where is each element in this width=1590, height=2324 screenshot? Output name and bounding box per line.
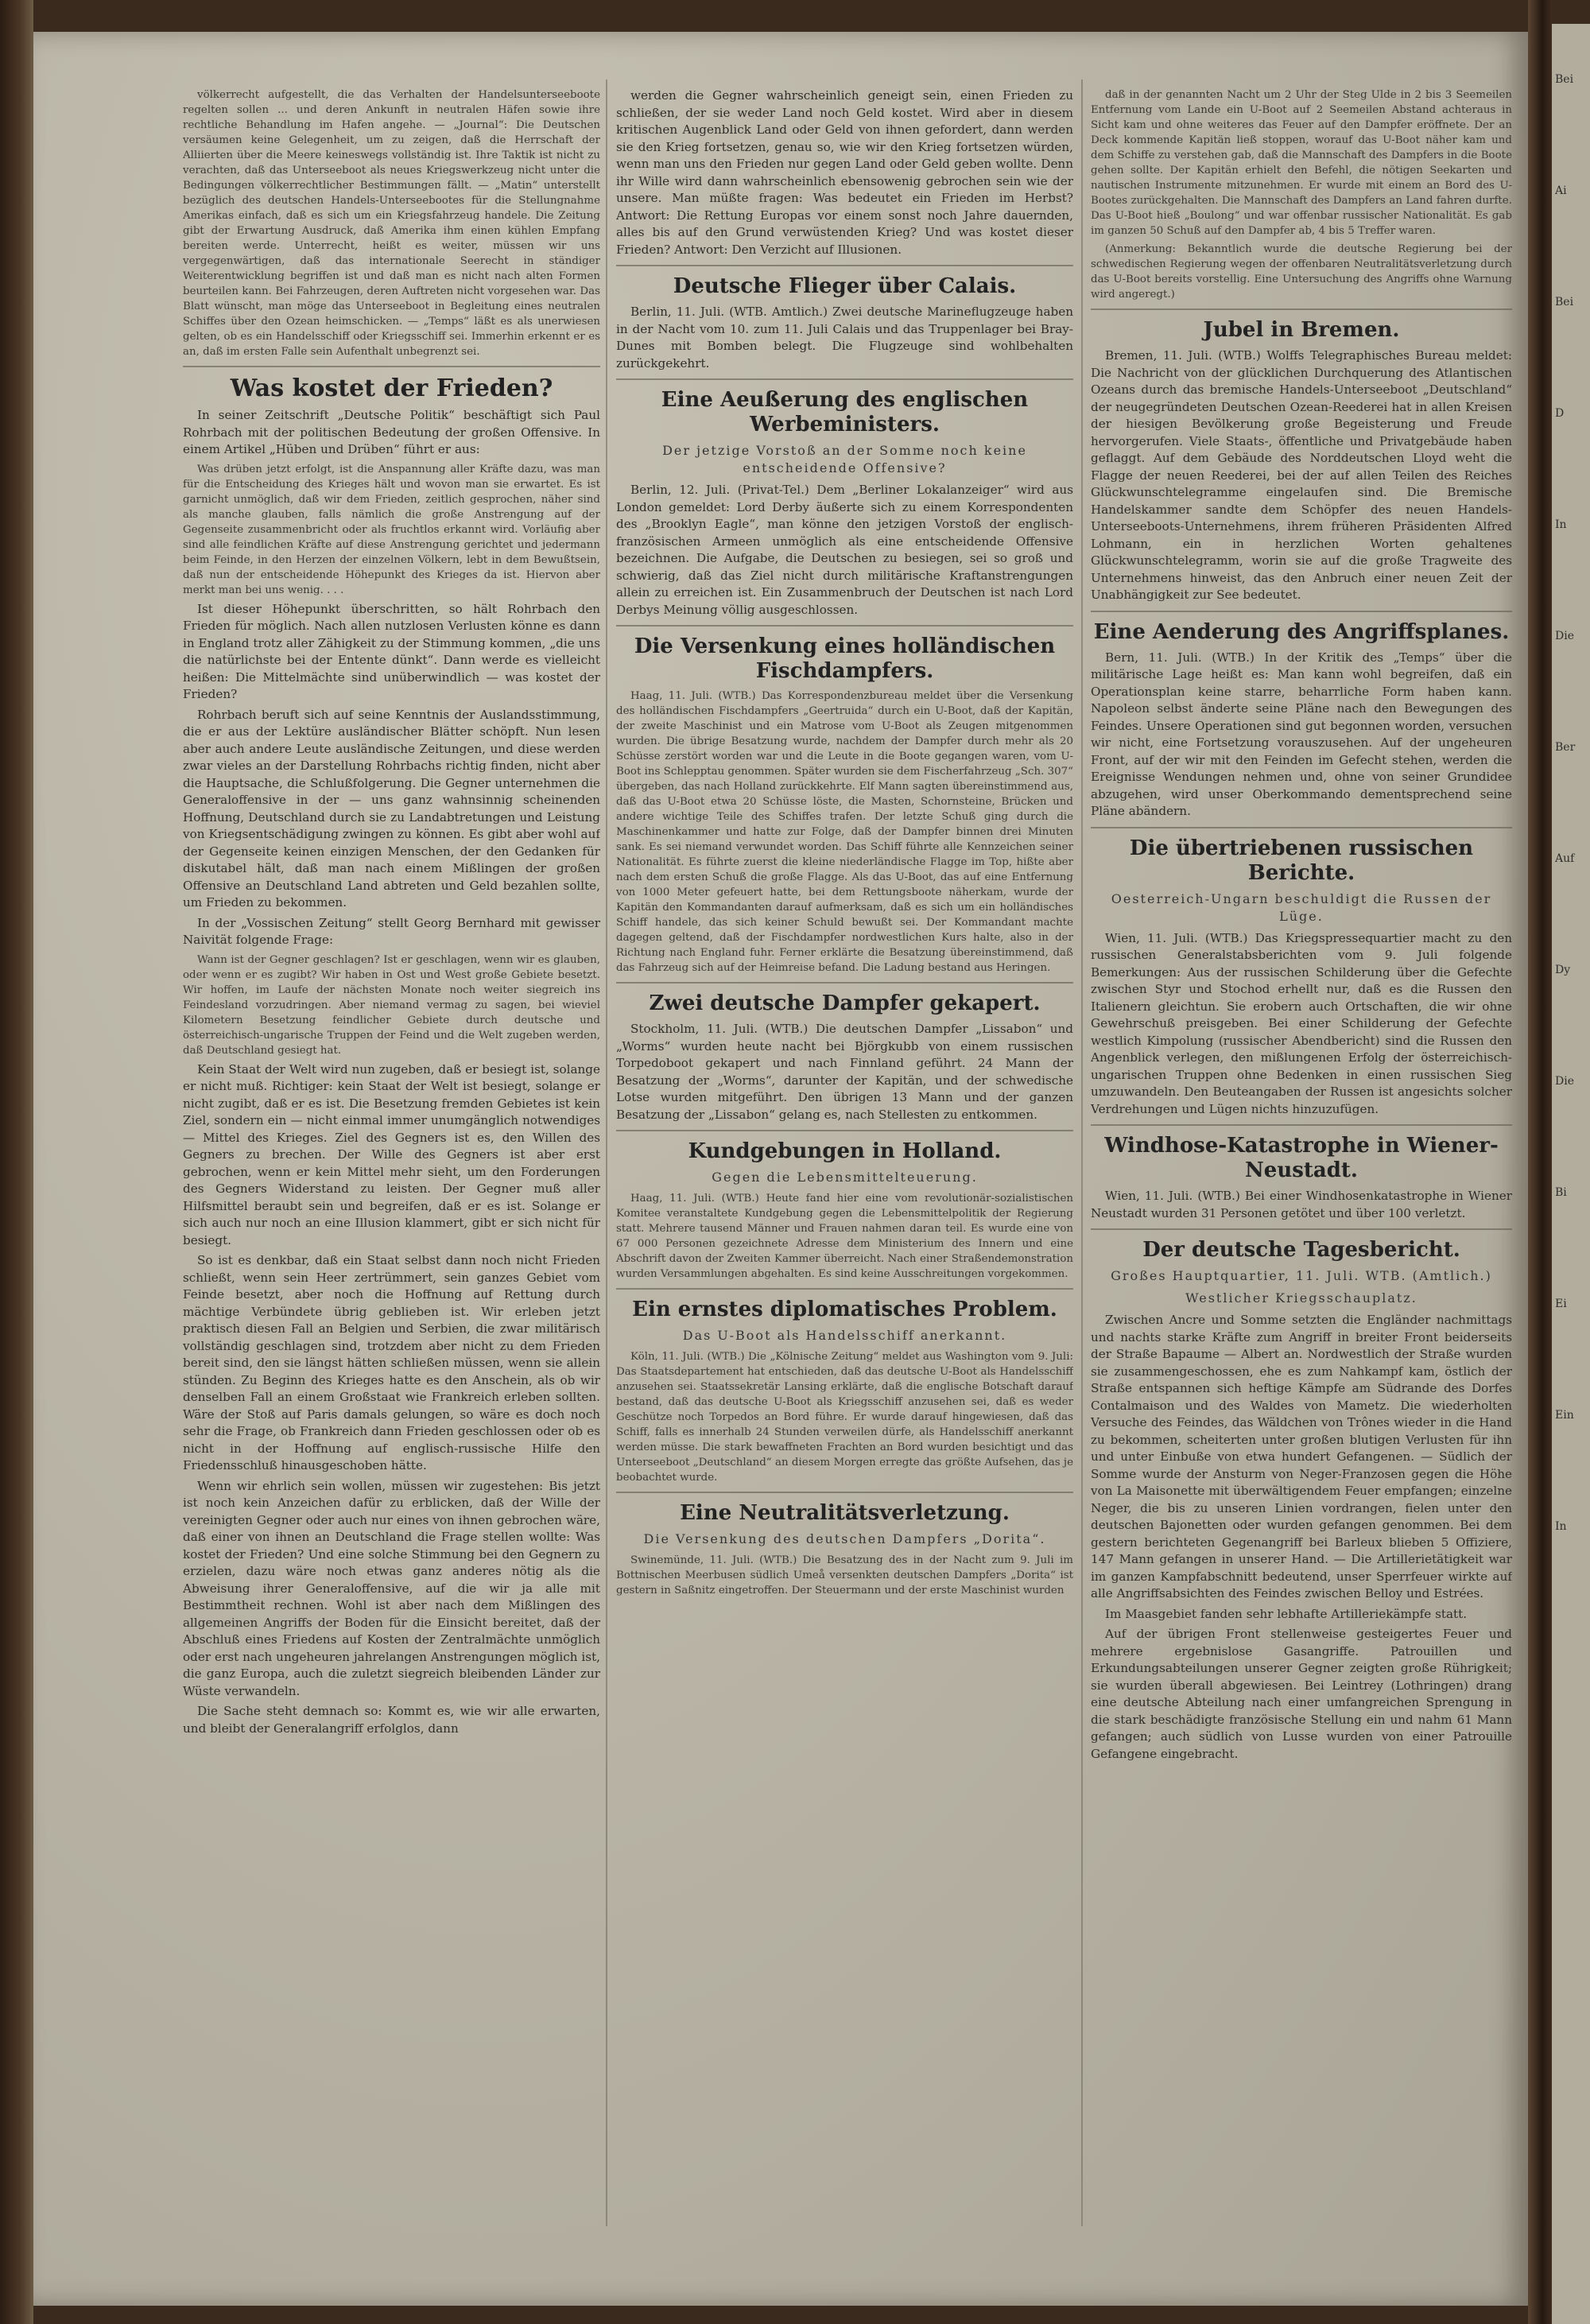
article-headline: Ein ernstes diplomatisches Problem.: [632, 1298, 1057, 1321]
facing-page-fragment: Die: [1555, 630, 1574, 642]
article-separator: [1091, 308, 1512, 310]
article-paragraph: (Anmerkung: Bekanntlich wurde die deutsche Regierung bei der schwedischen Regierung wegen der offenbaren Neutralitätsverletzung durch das U-Boot bereits vorstellig. Eine Untersuchung des Angriffs ohne Warnung wird angeregt.): [1091, 243, 1512, 301]
article-paragraph: Im Maasgebiet fanden sehr lebhafte Artilleriekämpfe statt.: [1105, 1606, 1468, 1621]
facing-page-fragment: Bei: [1555, 296, 1574, 308]
article-paragraph: Bremen, 11. Juli. (WTB.) Wolffs Telegraphisches Bureau meldet: Die Nachricht von der glücklichen Durchquerung des Atlantischen Ozeans durch das bremische Handels-Unterseeboot „Deutschland“ der neugegründeten Deutschen Ozean-Reederei hat in allen Kreisen der hiesigen Bevölkerung große Begeisterung und Freude hervorgerufen. Viele Staats-, öffentliche und Privatgebäude haben geflaggt. Auf dem Gebäude des Norddeutschen Lloyd weht die Flagge der neuen Reederei, bei der auf allen Teilen des Reiches Glückwunschtelegramme eingelaufen sind. Die Bremische Handelskammer sandte dem Schöpfer des neuen Handels-Unterseeboots-Unternehmens, ihrem früheren Präsidenten Alfred Lohmann, ein in herzlichen Worten gehaltenes Glückwunschtelegramm, worin sie auf die große Tragweite des Unternehmens hinweist, das den Anbruch einer neuen Zeit der Unabhängigkeit zur See bedeutet.: [1091, 348, 1512, 602]
article-paragraph: Wien, 11. Juli. (WTB.) Das Kriegspressequartier macht zu den russischen Generalstabsberichten vom 9. Juli folgende Bemerkungen: Aus der russischen Schilderung über die Gefechte zwischen Styr und Stochod erhellt nur, daß es die Russen den Italienern gleichtun. Sie erobern auch Ortschaften, die wir ohne Gewehrschuß preisgeben. Bei einer Schilderung der Gefechte westlich Kimpolung (russischer Abendbericht) sind die Russen den Angenblick verlegen, den mißlungenen Erfolg der österreichisch-ungarischen Truppen ohne Bedenken in einen russischen Sieg umzuwandeln. Den Beuteangaben der Russen ist angesichts solcher Verdrehungen und Lügen nichts hinzuzufügen.: [1091, 930, 1512, 1116]
article-paragraph: Stockholm, 11. Juli. (WTB.) Die deutschen Dampfer „Lissabon“ und „Worms“ wurden heute nacht bei Björgkubb von einem russischen Torpedoboot gekapert und nach Finnland geführt. 24 Mann der Besatzung der „Worms“, darunter der Kapitän, und der schwedische Lotse wurden mitgeführt. Den übrigen 13 Mann und der ganzen Besatzung der „Lissabon“ gelang es, nach Stellesten zu entkommen.: [616, 1022, 1073, 1122]
column-2: [616, 87, 1073, 2258]
article-subheadline: Oesterreich-Ungarn beschuldigt die Russen der Lüge.: [1111, 890, 1492, 924]
article-paragraph: So ist es denkbar, daß ein Staat selbst dann noch nicht Frieden schließt, wenn sein Heer zertrümmert, sein ganzes Gebiet vom Feinde besetzt, aber noch die Hoffnung auf Rettung durch mächtige Verbündete übrig geblieben ist. Wir erleben jetzt praktisch diesen Fall an Belgien und Serbien, die zwar militärisch vollständig geschlagen sind, trotzdem aber nicht zu dem Frieden bereit sind, den sie längst hätten schließen müssen, wenn sie allein stünden. Zu Beginn des Krieges hatte es den Anschein, als ob wir denselben Fall an einem Großstaat wie Frankreich erleben sollten. Wäre der Stoß auf Paris damals gelungen, so wäre es doch noch sehr die Frage, ob Frankreich dann Frieden geschlossen oder ob es nicht in der Hoffnung auf englisch-russische Hilfe den Friedensschluß hinausgeschoben hätte.: [183, 1253, 600, 1472]
article-headline: Was kostet der Frieden?: [230, 374, 553, 402]
article-headline: Eine Aenderung des Angriffsplanes.: [1093, 619, 1510, 644]
article-subheadline: Westlicher Kriegsschauplatz.: [1185, 1290, 1417, 1306]
article-headline: Die Versenkung eines holländischen Fischdampfers.: [634, 634, 1056, 683]
article-separator: [616, 982, 1073, 984]
article-paragraph: Köln, 11. Juli. (WTB.) Die „Kölnische Zeitung“ meldet aus Washington vom 9. Juli: Das Staatsdepartement hat entschieden, daß das deutsche U-Boot als Handelsschiff anzusehen sei. Staatssekretär Lansing erklärte, daß die englische Botschaft darauf bestand, daß das deutsche U-Boot als Kriegsschiff anzusehen sei, daß es weder Geschütze noch Torpedos an Bord führe. Er wurde darauf hingewiesen, daß das Schiff, falls es innerhalb 24 Stunden verweilen dürfe, als Handelsschiff anerkannt werden müsse. Die stark bewaffneten Frachten an Bord wurden besichtigt und das Unterseeboot „Deutschland“ an diesem Morgen erregte das größte Aufsehen, das je beobachtet wurde.: [616, 1351, 1073, 1484]
book-gutter: [1528, 0, 1552, 2324]
article-headline: Eine Aeußerung des englischen Werbeministers.: [661, 388, 1029, 436]
article-paragraph: In der „Vossischen Zeitung“ stellt Georg Bernhard mit gewisser Naivität folgende Frage:: [183, 915, 600, 947]
article-paragraph: Berlin, 11. Juli. (WTB. Amtlich.) Zwei deutsche Marineflugzeuge haben in der Nacht vom 10. zum 11. Juli Calais und das Truppenlager bei Bray-Dunes mit Bomben belegt. Die Flugzeuge sind wohlbehalten zurückgekehrt.: [616, 305, 1073, 371]
article-headline: Jubel in Bremen.: [1203, 318, 1400, 342]
article-paragraph: Haag, 11. Juli. (WTB.) Das Korrespondenzbureau meldet über die Versenkung des holländischen Fischdampfers „Geertruida“ durch ein U-Boot, daß der Kapitän, der zweite Maschinist und ein Matrose vom U-Boot als Zeugen mitgenommen wurden. Die übrige Besatzung wurde, nachdem der Dampfer durch mehr als 20 Schüsse zerstört worden war und die Leute in die Boote gegangen waren, vom U-Boot ins Schlepptau genommen. Später wurden sie dem Fischerfahrzeug „Sch. 307“ übergeben, das nach Holland zurückkehrte. Elf Mann sagten übereinstimmend aus, daß das U-Boot etwa 20 Schüsse löste, die Masten, Schornsteine, Brücken und andere wichtige Teile des Schiffes trafen. Der letzte Schuß ging durch die Maschinenkammer und hatte zur Folge, daß der Dampfer binnen drei Minuten sank. Es sei niemand verwundet worden. Das Schiff führte alle Kennzeichen seiner Nationalität. Es führte zuerst die kleine niederländische Flagge im Top, hißte aber nach dem ersten Schuß die große Flagge. Als das U-Boot, das auf eine Entfernung von 1000 Meter gefeuert hatte, bei dem Rettungsboote näherkam, wurde der Kapitän den Kommandanten darauf aufmerksam, daß es sich um ein holländisches Schiff handele, das sich keiner Schuld bewußt sei. Der Kommandant machte dagegen geltend, daß der Fischdampfer nordwestlichen Kurs halte, also in der Richtung nach England fuhr. Ferner erklärte die Besatzung übereinstimmend, daß das Fahrzeug sich auf der Heimreise befand. Die Ladung bestand aus Heringen.: [616, 690, 1073, 974]
article-separator: [1091, 611, 1512, 612]
article-paragraph: daß in der genannten Nacht um 2 Uhr der Steg Ulde in 2 bis 3 Seemeilen Entfernung vom Lande ein U-Boot auf 2 Seemeilen Abstand achteraus in Sicht kam und ohne weiteres das Feuer auf den Dampfer eröffnete. Der an Deck kommende Kapitän ließ stoppen, worauf das U-Boot näher kam und dem Schiffe zu verstehen gab, daß die Mannschaft des Dampfers in die Boote gehen sollte. Der Kapitän erhielt den Befehl, die nötigen Seekarten und nautischen Instrumente mitzunehmen. Er wurde mit einem an Bord des U-Bootes zurückgehalten. Die Mannschaft des Dampfers an Land fahren durfte. Das U-Boot hieß „Boulong“ und war offenbar russischer Nationalität. Es gab im ganzen 50 Schuß auf den Dampfer ab, 4 bis 5 Treffer waren.: [1091, 89, 1512, 237]
facing-page-fragment: Auf: [1555, 852, 1575, 865]
article-paragraph: Ist dieser Höhepunkt überschritten, so hält Rohrbach den Frieden für möglich. Nach allen nutzlosen Verlusten könne es dann in England trotz aller Zähigkeit zu der Stimmung kommen, „die uns die natürlichste bei der Entente dünkt“. Dann werde es vielleicht heißen: Die Mittelmächte sind unüberwindlich — was kostet der Frieden?: [183, 601, 600, 701]
article-separator: [616, 1288, 1073, 1290]
article-paragraph: Kein Staat der Welt wird nun zugeben, daß er besiegt ist, solange er nicht muß. Richtiger: kein Staat der Welt ist besiegt, solange er nicht zugibt, daß er es ist. Die Besetzung fremden Gebietes ist kein Ziel, sondern ein — nicht einmal immer unumgänglich notwendiges — Mittel des Krieges. Ziel des Gegners ist es, den Willen des Gegners zu brechen. Der Wille des Gegners ist aber erst gebrochen, wenn er kein Mittel mehr sieht, um den Forderungen des Gegners Widerstand zu leisten. Der Gegner muß aller Hilfsmittel beraubt sein und begreifen, daß er es ist. Solange er sich auch nur noch an eine Illusion klammert, gibt er sich nicht für besiegt.: [183, 1061, 600, 1247]
facing-page-fragment: Ber: [1555, 741, 1576, 754]
article-paragraph: werden die Gegner wahrscheinlich geneigt sein, einen Frieden zu schließen, der sie weder Land noch Geld kostet. Wird aber in diesem kritischen Augenblick Land oder Geld von ihnen gefordert, dann werden sie den Krieg fortsetzen, genau so, wie wir den Krieg fortsetzen würden, wenn man uns den Frieden nur gegen Land oder Geld geben wollte. Denn ihr Wille wird dann wahrscheinlich ebensowenig gebrochen sein wie der unsere. Man müßte fragen: Was bedeutet ein Frieden im Herbst? Antwort: Die Rettung Europas vor einem sonst noch Jahre dauernden, alles bis auf den Grund verwüstenden Krieg? Und was kostet dieser Frieden? Antwort: Den Verzicht auf Illusionen.: [616, 88, 1073, 257]
facing-page-edge: [1552, 24, 1590, 2324]
facing-page-fragment: Ei: [1555, 1298, 1567, 1310]
article-subheadline: Die Versenkung des deutschen Dampfers „Dorita“.: [643, 1531, 1046, 1546]
article-paragraph: Haag, 11. Juli. (WTB.) Heute fand hier eine vom revolutionär-sozialistischen Komitee veranstaltete Kundgebung gegen die Lebensmittelpolitik der Regierung statt. Mehrere tausend Männer und Frauen nahmen daran teil. Es wurde eine von 67 000 Personen gezeichnete Adresse dem Ministerium des Innern und eine Abschrift davon der Zweiten Kammer überreicht. Nach einer Straßendemonstration wurden Versammlungen abgehalten. Es sind keine Ausschreitungen vorgekommen.: [616, 1193, 1073, 1280]
column-1: [183, 87, 600, 2258]
article-headline: Windhose-Katastrophe in Wiener-Neustadt.: [1104, 1134, 1499, 1182]
article-separator: [616, 265, 1073, 266]
article-subheadline: Großes Hauptquartier, 11. Juli. WTB. (Amtlich.): [1111, 1268, 1492, 1283]
article-headline: Der deutsche Tagesbericht.: [1142, 1238, 1460, 1262]
column-3: [1091, 87, 1512, 2258]
article-paragraph: Berlin, 12. Juli. (Privat-Tel.) Dem „Berliner Lokalanzeiger“ wird aus London gemeldet: Lord Derby äußerte sich zu einem Korrespondenten des „Brooklyn Eagle“, man könne den jetzigen Vorstoß der englisch-französischen Armeen unmöglich als eine entscheidende Offensive bezeichnen. Die Aufgabe, die Deutschen zu besiegen, sei so groß und schwierig, daß das Ziel nicht durch militärische Kraftanstrengungen allein zu erreichen ist. Ein Zusammenbruch der Deutschen ist nach Lord Derbys Meinung völlig ausgeschlossen.: [616, 483, 1073, 617]
article-paragraph: Wenn wir ehrlich sein wollen, müssen wir zugestehen: Bis jetzt ist noch kein Anzeichen dafür zu erblicken, daß der Wille der vereinigten Gegner oder auch nur eines von ihnen gebrochen wäre, daß einer von ihnen an Deutschland die Frage stellen wollte: Was kostet der Frieden? Und eine solche Stimmung bei den Gegnern zu erzielen, dazu wäre noch etwas ganz anderes nötig als die Abweisung ihrer Generaloffensive, auf die wir ja alle mit Bestimmtheit rechnen. Wohl ist aber nach dem Mißlingen des allgemeinen Angriffs der Boden für die Einsicht bereitet, daß der Abschluß eines Friedens auf Kosten der Zentralmächte unmöglich oder erst nach ungeheuren jahrelangen Anstrengungen möglich ist, die ganz Europa, auch die zuletzt siegreich bleibenden Länder zur Wüste verwandeln.: [183, 1478, 600, 1698]
facing-page-fragment: Ai: [1555, 184, 1567, 197]
book-binding-left: [0, 0, 33, 2324]
article-paragraph: Auf der übrigen Front stellenweise gesteigertes Feuer und mehrere ergebnislose Gasangriffe. Patrouillen und Erkundungsabteilungen unserer Gegner zeigten große Rührigkeit; sie wurden überall abgewiesen. Bei Leintrey (Lothringen) drang eine deutsche Abteilung nach einer umfangreichen Sprengung in die stark beschädigte französische Stellung ein und nahm 61 Mann gefangen; auch südlich von Lusse wurden von einer Patrouille Gefangene eingebracht.: [1091, 1627, 1512, 1761]
article-separator: [1091, 1228, 1512, 1230]
article-separator: [183, 366, 600, 367]
article-paragraph: In seiner Zeitschrift „Deutsche Politik“ beschäftigt sich Paul Rohrbach mit der politischen Bedeutung der großen Offensive. In einem Artikel „Hüben und Drüben“ führt er aus:: [183, 408, 600, 456]
article-paragraph: Rohrbach beruft sich auf seine Kenntnis der Auslandsstimmung, die er aus der Lektüre ausländischer Blätter schöpft. Nun lesen aber auch andere Leute ausländische Zeitungen, und diese werden zwar vieles an der Darstellung Rohrbachs richtig finden, nicht aber die Hauptsache, die Schlußfolgerung. Die Gegner unternehmen die Generaloffensive in der — uns ganz wahnsinnig scheinenden Hoffnung, Deutschland durch sie zu Landabtretungen und Leistung von Kriegsentschädigung zwingen zu können. Es gibt aber wohl auf der Gegenseite keinen einzigen Menschen, der den Gedanken für diskutabel hält, daß man nach einem Mißlingen der großen Offensive an Deutschland Land abtreten und Geld bezahlen sollte, um Frieden zu bekommen.: [183, 707, 600, 910]
article-paragraph: völkerrecht aufgestellt, die das Verhalten der Handelsunterseeboote regelten sollen ... und deren Ankunft in neutralen Häfen sowie ihre rechtliche Behandlung im Hafen angehe. — „Journal“: Die Deutschen versäumen keine Gelegenheit, um zu zeigen, daß die Herrschaft der Alliierten über die Meere keineswegs vollständig ist. Ihre Taktik ist nicht zu verachten, daß das Unterseeboot als neues Kriegswerkzeug nicht unter die Bedingungen völkerrechtlicher Bestimmungen fällt. — „Matin“ unterstellt bezüglich des deutschen Handels-Unterseebootes für die Stellungnahme Amerikas einfach, daß es sich um ein Kriegsfahrzeug handele. Die Zeitung gibt der Erwartung Ausdruck, daß Amerika ihm einen kühlen Empfang bereiten werde. Unterrecht, heißt es weiter, müssen wir uns vergegenwärtigen, daß das internationale Seerecht in ständiger Weiterentwicklung begriffen ist und daß man es nicht nach alten Formen beurteilen kann. Bei Fahrzeugen, deren Auftreten nicht vorgesehen war. Das Blatt wünscht, man möge das Unterseeboot in Begleitung eines neutralen Schiffes über den Ozean heimschicken. — „Temps“ läßt es als unerwiesen gelten, ob es ein Handelsschiff oder Kriegsschiff sei. Immerhin erkennt er es an, daß im ersten Falle sein Aufenthalt unbegrenzt sei.: [183, 89, 600, 358]
column-rule-1: [606, 80, 607, 2226]
facing-page-fragment: In: [1555, 1520, 1567, 1533]
facing-page-fragment: In: [1555, 518, 1567, 531]
article-headline: Deutsche Flieger über Calais.: [673, 274, 1017, 298]
article-separator: [616, 1130, 1073, 1131]
article-paragraph: Was drüben jetzt erfolgt, ist die Anspannung aller Kräfte dazu, was man für die Entscheidung des Krieges hält und wovon man sie erwartet. Es ist garnicht unmöglich, daß wir dem Frieden, zeitlich gesprochen, näher sind als manche glauben, falls nämlich die große Anstrengung auf der Gegenseite zusammenbricht oder als fruchtlos erkannt wird. Vorläufig aber sind alle feindlichen Kräfte auf diese Anstrengung gerichtet und jedermann beim Feinde, in den Herzen der einzelnen Völkern, lebt in dem Bewußtsein, daß nun der entscheidende Höhepunkt des Krieges da ist. Hiervon aber merkt man bei uns wenig. . . .: [183, 463, 600, 596]
article-paragraph: Wien, 11. Juli. (WTB.) Bei einer Windhosenkatastrophe in Wiener Neustadt wurden 31 Personen getötet und über 100 verletzt.: [1091, 1189, 1512, 1220]
article-separator: [616, 1492, 1073, 1493]
article-separator: [1091, 1124, 1512, 1126]
article-paragraph: Die Sache steht demnach so: Kommt es, wie wir alle erwarten, und bleibt der Generalangriff erfolglos, dann: [183, 1704, 600, 1736]
column-rule-2: [1081, 80, 1083, 2226]
article-separator: [1091, 827, 1512, 828]
facing-page-fragment: Bei: [1555, 73, 1574, 86]
article-paragraph: Wann ist der Gegner geschlagen? Ist er geschlagen, wenn wir es glauben, oder wenn er es zugibt? Wir haben in Ost und West große Gebiete besetzt. Wir hoffen, im Laufe der nächsten Monate noch weiter siegreich ins Feindesland vorzudringen. Aber niemand vermag zu sagen, bei wieviel Kilometern Besetzung feindlicher Gebiete durch deutsche und österreichisch-ungarische Truppen der Feind und die Welt zugeben werden, daß Deutschland gesiegt hat.: [183, 953, 600, 1057]
article-separator: [616, 378, 1073, 380]
facing-page-fragment: Ein: [1555, 1409, 1574, 1422]
article-paragraph: Swinemünde, 11. Juli. (WTB.) Die Besatzung des in der Nacht zum 9. Juli im Bottnischen Meerbusen südlich Umeå versenkten deutschen Dampfers „Dorita“ ist gestern in Saßnitz eingetroffen. Der Steuermann und der erste Maschinist wurden: [616, 1554, 1073, 1597]
article-separator: [616, 625, 1073, 627]
article-headline: Die übertriebenen russischen Berichte.: [1129, 836, 1474, 885]
article-subheadline: Gegen die Lebensmittelteuerung.: [712, 1170, 978, 1185]
article-headline: Kundgebungen in Holland.: [688, 1139, 1002, 1163]
facing-page-fragment: Bi: [1555, 1186, 1567, 1199]
article-paragraph: Bern, 11. Juli. (WTB.) In der Kritik des „Temps“ über die militärische Lage heißt es: Man kann wohl begreifen, daß ein Operationsplan keine starre, beharrliche Form haben kann. Napoleon selbst änderte seine Pläne nach den Bewegungen des Feindes. Unsere Operationen sind gut begonnen worden, versuchen wir nicht, eine Fortsetzung vorauszusehen. Auf der ungeheuren Front, auf der wir mit den Feinden im Gefecht stehen, werden die Ereignisse Wendungen nehmen und, ohne von seiner Grundidee abzugehen, wird unser Oberkommando dementsprechend seine Pläne abändern.: [1091, 650, 1512, 818]
facing-page-fragment: D: [1555, 407, 1565, 420]
article-subheadline: Das U-Boot als Handelsschiff anerkannt.: [682, 1328, 1007, 1343]
article-subheadline: Der jetzige Vorstoß an der Somme noch keine entscheidende Offensive?: [662, 443, 1027, 475]
facing-page-fragment: Die: [1555, 1075, 1574, 1088]
facing-page-fragment: Dy: [1555, 964, 1571, 976]
article-headline: Eine Neutralitätsverletzung.: [680, 1501, 1010, 1525]
article-headline: Zwei deutsche Dampfer gekapert.: [649, 991, 1041, 1015]
article-paragraph: Zwischen Ancre und Somme setzten die Engländer nachmittags und nachts starke Kräfte zum Angriff in breiter Front beiderseits der Straße Bapaume — Albert an. Nordwestlich der Straße wurden sie zusammengeschossen, ehe es zum Nahkampf kam, östlich der Straße entspannen sich heftige Kämpfe am Südrande des Dorfes Contalmaison und des Waldes von Mametz. Die wiederholten Versuche des Feindes, das Wäldchen von Trônes wieder in die Hand zu bekommen, scheiterten unter großen blutigen Verlusten für ihn und unter Einbuße von etwa hundert Gefangenen. — Südlich der Somme wurde der Ansturm von Neger-Franzosen gegen die Höhe von La Maisonette mit überwältigendem Feuer empfangen; einzelne Neger, die bis zu unseren Linien vordrangen, fielen unter den deutschen Bajonetten oder wurden gefangen genommen. Bei dem gestern berichteten Gegenangriff bei Barleux blieben 5 Offiziere, 147 Mann gefangen in unserer Hand. — Die Artillerietätigkeit war im ganzen Kampfabschnitt bedeutend, unser Sperrfeuer wirkte auf alle Angriffsabsichten des Feindes zwischen Belloy und Estrées.: [1091, 1313, 1512, 1600]
